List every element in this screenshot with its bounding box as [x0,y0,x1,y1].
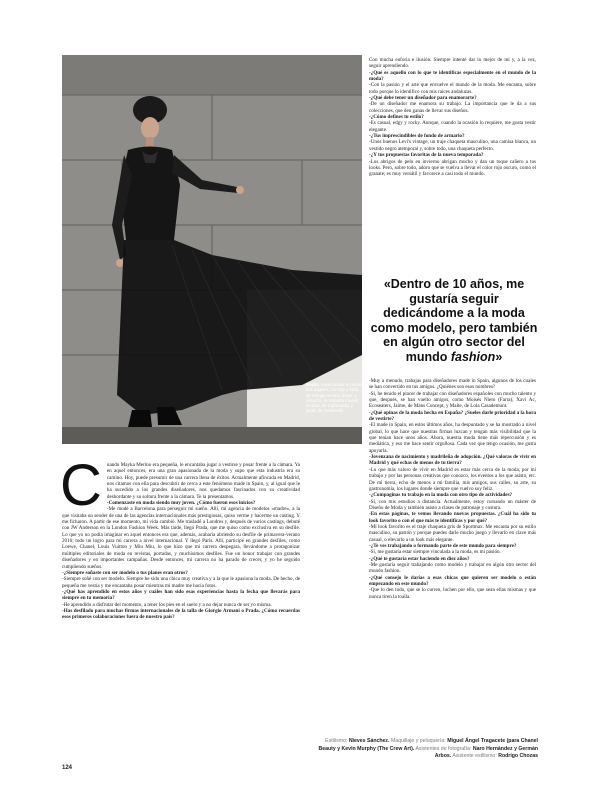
credit-name: Nieves Sánchez. [348,738,390,744]
interview-question: -¿Qué debe tener un diseñador para enamorarte? [369,95,477,102]
right-column-bottom [369,378,536,600]
interview-question: -¿Qué es aquello con lo que te identificas especialmente en el mundo de la moda? [369,69,536,83]
pull-quote [370,277,538,364]
photo-caption [306,382,362,414]
interview-answer: -Lo que más valoro de vivir en Madrid es estar más cerca de la moda, por mi trabajo y por las personas creativas que conozco, los eventos a los que asisto, etc. De mi tierra, echo de menos a mi familia, mis amigos, sus calles, su arte, su gastronomía, los lugares donde siempre que vuelvo soy feliz. [369,466,536,492]
interview-question: -¿Y tus propuestas favoritas de la nueva temporada? [369,152,484,159]
interview-question: -Jovenzana de nacimiento y madrileña de adopción. ¿Qué valoras de vivir en Madrid y qué echas de menos de tu tierra? [369,454,536,467]
interview-answer: -Sí, me gustaría estar siempre vinculada a la moda, es mi pasión. [369,549,501,556]
interview-answer: -Muy a menudo, trabajas para diseñadores made in Spain, algunos de los cuales se han convertido en tus amigos. ¿Quiénes son esos nombres? [369,378,536,391]
interview-question: -¿Qué te gustaría estar haciendo en diez años? [369,555,470,562]
right-column-top [369,57,536,178]
credit-name: Naro Hernández y Germán Arbos. [434,745,538,760]
credit-label: Asistente estilismo: [452,753,497,760]
interview-answer: -De un diseñador me enamora su trabajo. La importancia que le da a sus colecciones, que den ganas de llevar sus diseños. [369,101,536,114]
interview-question: -¿Te ves trabajando o formando parte de este mundo para siempre? [369,542,517,549]
interview-question: -¿Qué consejo le darías a esas chicas que quieren ser modelo o están empezando en este mundo? [369,574,536,587]
pull-quote-emphasis: fashion [450,349,496,364]
credit-name: Miguel Ángel Tragacete (para Chanel Beauty y Kevin Murphy (The Crew Art). [318,738,538,752]
intro-column [60,453,300,621]
interview-answer: -Me gustaría seguir trabajando como modelo y trabajar en algún otro sector del mundo fashion. [369,561,536,575]
interview-answer: -El made in Spain, en estos últimos años, ha despuntado y se ha mostrado a nivel global, lo que hace que nuestras firmas luzcan y tengan más visibilidad que la que tenían hace unos años. Ahora, nuestra moda tiene más repercusión y es mediática, y eso me hace sentir orgullosa. Cada vez que tengo ocasión, me gusta apoyarla. [369,422,536,454]
interview-answer: -He aprendido a disfrutar del momento, a tener los pies en el suelo y a no dejar nunca de ser yo misma. [62,601,272,608]
interview-answer: -Es casual, edgy y rocky. Aunque, cuando la ocasión lo requiere, me gusta vestir elegante. [369,120,536,133]
interview-question: -¿Cómo defines tu estilo? [369,114,424,121]
interview-answer: -Que lo den todo, que se lo curren, luchen por ello, que sean ellas mismas y que nunca tiren la toalla. [369,587,536,600]
editorial-photo [62,55,362,444]
interview-answer: -Unos buenos Levi's vintage, un traje chaqueta masculino, una camisa blanca, un vestido negro atemporal y, sobre todo, una chaqueta perfecto. [369,139,536,152]
interview-answer: -Los abrigos de pelo en invierno abrigan mucho y dan un toque cañero a tus looks. Pero, sobre todo, adoro que se vuelva a llevar el color rojo oscuro, como el granate; es muy versátil y favorece a casi todo el mundo. [369,158,536,178]
credit-label: Asistentes de fotografía: [415,745,472,752]
page-number: 124 [62,765,73,771]
interview-question: -Has desfilado para muchas firmas internacionales de la talla de Giorgio Armani o Prada. ¿Cómo recuerdas esos primeros colaboraciones fuera de nuestro país? [62,607,300,621]
credit-label: Estilismo: [325,738,348,744]
interview-answer: -Me mudé a Barcelona para perseguir mi sueño. Allí, mi agencia de modelos «madre», a la que visitaba un sender de una de las agencias internacionales más prestigiosas, quiso verme y hacerme un casting. Y me ficharon. A partir de ese momento, mi vida cambió. Me trasladé a Londres y, después de varios castings, debuté con JW Anderson en la London Fashion Week. Más tarde, llegó Prada, que me quiso como exclusiva en su desfile. Lo que yo no podía imaginar en aquel entonces era que, además, acabaría abriendo su desfile de primavera-verano 2016; todo un logro para mi carrera a nivel internacional. Y llegó Paris. Allí, participé en grandes desfiles, como Loewe, Chanel, Louis Vuitton y Miu Miu, lo que hizo que mi carrera despegara, llevándome a protagonizar múltiples editoriales de moda en revistas, portadas, y muchísimos desfiles. Fue un honor trabajar con grandes diseñadores y en importantes campañas. Desde entonces, mi carrera no ha parado de crecer, y yo he seguido cumpliendo sueños. [62,506,300,570]
pull-quote-main: «Dentro de 10 años, me gustaría seguir dedicándome a la moda como modelo, pero también en algún otro sector del mundo [370,277,538,364]
interview-question: -¿Siempre soñaste con ser modelo o tus planes eran otros? [62,569,188,576]
interview-question: -¿Tus imprescindibles de fondo de armario? [369,133,465,140]
caption-text: , espectacular en estas dos páginas, con top y falda, de Giorgio Armani; botas, y cinturón, de Roberto Cavalli; medias, de Calzedonia, y joyas, de Swarovski. [306,382,362,414]
photo-credits [310,738,538,761]
credit-name: Rodrigo Chozas [498,753,538,760]
pull-quote-end: » [495,349,503,364]
interview-question: -¿Qué has aprendido en estos años y cuáles han sido esas experiencias hasta la fecha que llevarás para siempre en tu memoria? [62,588,300,602]
interview-question: -¿Qué opinas de la moda hecha en España? ¿Sueles darle prioridad a la hora de vestirte? [369,409,536,423]
drop-cap: C [60,453,102,518]
interview-answer: -Sí, he tenido el placer de trabajar con diseñadores españoles con mucho talento y que, después, se han vuelto amigos, como Moisés Nieto (Farra), Xavi Ac, Ecoseaters, Jaime, de Mans Concept, y Malte, de Lola Casademunt. [369,390,536,410]
interview-answer: Con mucha euforia e ilusión. Siempre intenté dar lo mejor de mí y, a la vez, seguir aprendiendo. [369,57,536,70]
interview-answer: -Mi look favorito es el traje chaqueta gris de Sportmax. Me encanta por su estilo masculino, su patrón y porque puedes darle mucho juego y llevarlo en clave más casual, o elevarlo a un look más elegante. [369,523,536,543]
interview-answer: -Sí, con mis estudios a distancia. Actualmente, estoy cursando un máster de Diseño de Moda y también asisto a clases de patronaje y costura. [369,498,536,511]
interview-answer: -Siempre soñé con ser modelo. Siempre he sido una chica muy creativa y a la que le apasiona la moda. De hecho, de pequeña me vestía y me encantaba posar mientras mi madre me hacía fotos. [62,576,300,589]
interview-question: -Comenzaste en moda siendo muy joven. ¿Cómo fueron esos inicios? [106,500,256,507]
interview-answer: uando Mayka Merino era pequeña, le encantaba jugar a vestirse y posar frente a la cámara. Ya en aquel entonces, era una gran apasionada de la moda y supo que esta industria era su camino. Hoy, puede presumir de una carrera llena de éxitos. Actualmente afincada en Madrid, nos citamos con ella para descubrir de cerca a este fenómeno made in Spain, y, al igual que le ha sucedido a los grandes diseñadores, nos quedamos fascinados con su creatividad desbordante y su soltura frente a la cámara. Te la presentamos. [106,462,300,500]
interview-answer: -Con la pasión y el arte que envuelve el mundo de la moda. Me encanta, sobre todo porque lo identifico con mis raíces andaluzas. [369,82,536,95]
interview-question: -¿Compaginas tu trabajo en la moda con otro tipo de actividades? [369,492,513,499]
credit-label: Maquillaje y peluquería: [390,738,446,744]
interview-question: -En estas páginas, te vemos llevando nuevas propuestas. ¿Cuál ha sido tu look favorito o con el que más te identificas y por qué? [369,511,536,524]
caption-model-name: Mayka [306,382,319,387]
